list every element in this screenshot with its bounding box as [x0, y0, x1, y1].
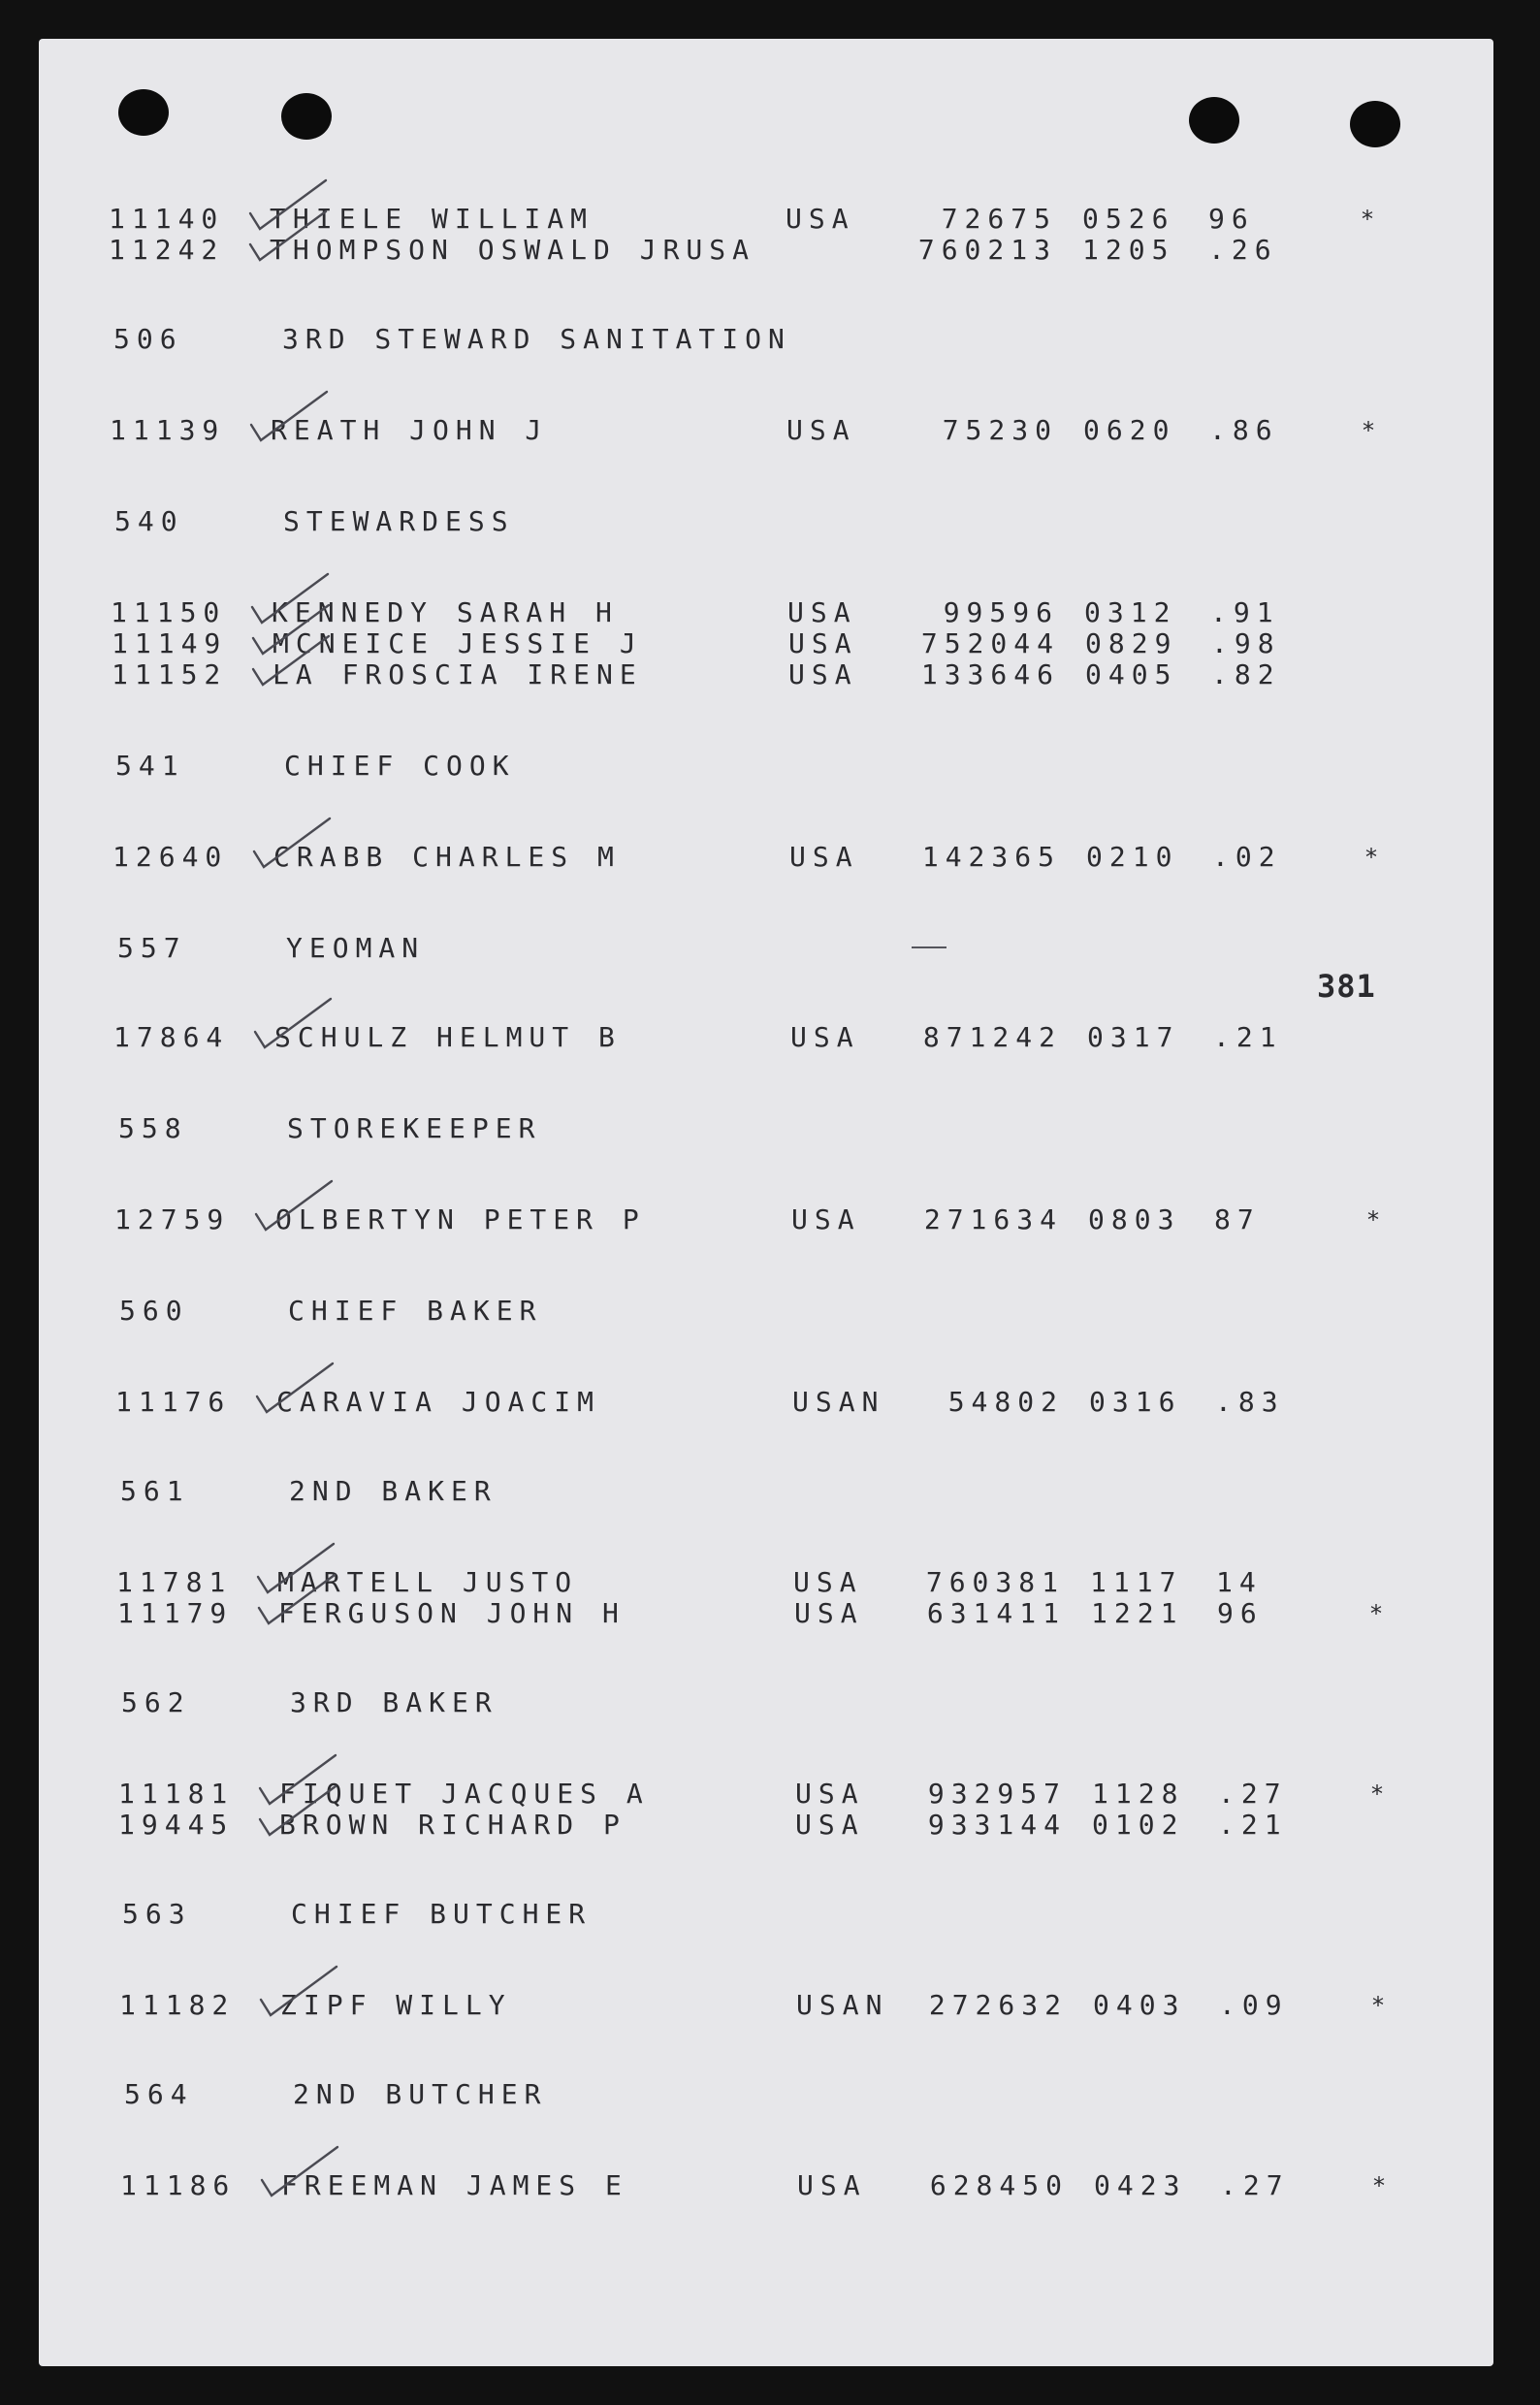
crew-id: 11242 — [109, 234, 225, 266]
crew-code: 0312 — [1084, 596, 1177, 628]
crew-id: 17864 — [113, 1021, 230, 1053]
check-mark-icon — [254, 1780, 341, 1839]
crew-number: 760213 — [917, 234, 1057, 266]
crew-value: .83 — [1215, 1386, 1285, 1418]
crew-number: 933144 — [927, 1809, 1067, 1841]
crew-nationality: USA — [788, 658, 858, 690]
crew-id: 11140 — [109, 203, 225, 235]
crew-nationality: USA — [786, 414, 856, 446]
punch-hole-1 — [118, 89, 169, 136]
crew-name: FERGUSON JOHN H — [278, 1597, 626, 1629]
crew-number: 760381 — [925, 1566, 1065, 1598]
crew-id: 11139 — [110, 414, 226, 446]
crew-value: 87 — [1214, 1203, 1261, 1235]
section-title: 2ND BUTCHER — [293, 2078, 548, 2110]
crew-number: 272632 — [928, 1989, 1068, 2021]
crew-value: .21 — [1218, 1809, 1288, 1841]
asterisk-mark: * — [1362, 206, 1373, 233]
crew-nationality: USA — [788, 627, 858, 659]
crew-number: 871242 — [922, 1021, 1062, 1053]
check-mark-icon — [245, 386, 333, 444]
crew-code: 0423 — [1094, 2169, 1187, 2201]
check-mark-icon — [251, 1358, 338, 1416]
section-title: CHIEF BAKER — [288, 1295, 543, 1327]
check-mark-icon — [244, 206, 332, 264]
check-mark-icon — [253, 1569, 340, 1627]
section-title: STEWARDESS — [283, 505, 515, 537]
punch-hole-3 — [1189, 97, 1239, 144]
crew-code: 0102 — [1092, 1809, 1185, 1841]
crew-number: 932957 — [927, 1778, 1067, 1810]
crew-nationality: USA — [786, 203, 855, 235]
crew-name: CARAVIA JOACIM — [276, 1386, 601, 1418]
crew-name: MCNEICE JESSIE J — [273, 627, 643, 659]
crew-id: 11149 — [112, 627, 228, 659]
asterisk-mark: * — [1373, 2172, 1385, 2199]
section-code: 560 — [119, 1295, 189, 1327]
crew-value: .26 — [1208, 234, 1278, 266]
crew-number: 271634 — [923, 1203, 1063, 1235]
asterisk-mark: * — [1370, 1600, 1382, 1627]
crew-code: 0803 — [1088, 1203, 1181, 1235]
crew-id: 11152 — [112, 658, 228, 690]
crew-code: 1117 — [1090, 1566, 1183, 1598]
crew-id: 12759 — [114, 1203, 231, 1235]
check-mark-icon — [247, 630, 335, 689]
crew-value: .27 — [1218, 1778, 1288, 1810]
crew-id: 11176 — [115, 1386, 232, 1418]
section-title: CHIEF COOK — [284, 750, 516, 782]
crew-id: 12640 — [112, 841, 229, 873]
crew-id: 11182 — [119, 1989, 236, 2021]
crew-number: 75230 — [942, 414, 1058, 446]
crew-name: BROWN RICHARD P — [279, 1809, 626, 1841]
crew-code: 0403 — [1093, 1989, 1186, 2021]
crew-value: .82 — [1211, 658, 1281, 690]
crew-code: 0829 — [1085, 627, 1178, 659]
crew-nationality: USAN — [792, 1386, 885, 1418]
crew-nationality: USA — [794, 1597, 864, 1629]
crew-name: FREEMAN JAMES E — [281, 2169, 628, 2201]
crew-name: THOMPSON OSWALD JRUSA — [270, 234, 756, 266]
crew-name: REATH JOHN J — [271, 414, 549, 446]
check-mark-icon — [248, 813, 336, 871]
document-page — [39, 39, 1493, 2366]
crew-nationality: USAN — [796, 1989, 889, 2021]
crew-code: 0316 — [1089, 1386, 1182, 1418]
check-mark-icon — [249, 993, 337, 1051]
crew-nationality: USA — [795, 1778, 865, 1810]
crew-name: KENNEDY SARAH H — [272, 596, 619, 628]
crew-number: 133646 — [920, 658, 1060, 690]
asterisk-mark: * — [1367, 1206, 1379, 1234]
section-title: 3RD STEWARD SANITATION — [282, 323, 791, 355]
crew-value: .02 — [1212, 841, 1282, 873]
crew-name: FIQUET JACQUES A — [279, 1778, 650, 1810]
crew-id: 11150 — [111, 596, 227, 628]
crew-name: CRABB CHARLES M — [273, 841, 621, 873]
crew-number: 628450 — [929, 2169, 1069, 2201]
crew-id: 11181 — [118, 1778, 235, 1810]
crew-code: 1221 — [1091, 1597, 1184, 1629]
section-code: 558 — [118, 1112, 188, 1144]
crew-nationality: USA — [793, 1566, 863, 1598]
crew-value: .27 — [1220, 2169, 1290, 2201]
crew-value: .09 — [1219, 1989, 1289, 2021]
check-mark-icon — [256, 2141, 343, 2199]
crew-name: THIELE WILLIAM — [270, 203, 594, 235]
crew-id: 11781 — [116, 1566, 233, 1598]
crew-name: MARTELL JUSTO — [277, 1566, 579, 1598]
crew-value: .91 — [1210, 596, 1280, 628]
crew-number: 54802 — [947, 1386, 1064, 1418]
section-title: 2ND BAKER — [289, 1475, 497, 1507]
crew-code: 0620 — [1083, 414, 1176, 446]
crew-nationality: USA — [795, 1809, 865, 1841]
check-mark-icon — [250, 1175, 337, 1234]
crew-name: SCHULZ HELMUT B — [274, 1021, 622, 1053]
crew-nationality: USA — [790, 1021, 860, 1053]
crew-value: 14 — [1216, 1566, 1263, 1598]
punch-hole-4 — [1350, 101, 1400, 147]
crew-value: .98 — [1211, 627, 1281, 659]
crew-code: 0405 — [1085, 658, 1178, 690]
section-code: 563 — [122, 1898, 192, 1930]
page-number: 381 — [1317, 968, 1376, 1005]
asterisk-mark: * — [1365, 844, 1377, 871]
section-title: YEOMAN — [286, 932, 426, 964]
crew-value: 96 — [1217, 1597, 1264, 1629]
asterisk-mark: * — [1363, 417, 1374, 444]
crew-code: 1205 — [1082, 234, 1175, 266]
section-title: STOREKEEPER — [287, 1112, 542, 1144]
crew-value: 96 — [1208, 203, 1255, 235]
check-mark-icon — [255, 1961, 342, 2019]
crew-value: .86 — [1209, 414, 1279, 446]
crew-number: 72675 — [941, 203, 1057, 235]
section-code: 561 — [120, 1475, 190, 1507]
crew-name: LA FROSCIA IRENE — [273, 658, 643, 690]
crew-name: ZIPF WILLY — [280, 1989, 512, 2021]
crew-nationality: USA — [791, 1203, 861, 1235]
crew-code: 0317 — [1087, 1021, 1180, 1053]
crew-number: 631411 — [926, 1597, 1066, 1629]
section-code: 541 — [115, 750, 185, 782]
crew-code: 0526 — [1082, 203, 1175, 235]
crew-nationality: USA — [797, 2169, 867, 2201]
asterisk-mark: * — [1371, 1780, 1383, 1808]
crew-name: OLBERTYN PETER P — [275, 1203, 646, 1235]
crew-value: .21 — [1213, 1021, 1283, 1053]
crew-number: 142365 — [921, 841, 1061, 873]
section-code: 557 — [117, 932, 187, 964]
section-code: 562 — [121, 1686, 191, 1718]
crew-number: 99596 — [943, 596, 1059, 628]
crew-number: 752044 — [920, 627, 1060, 659]
section-code: 564 — [124, 2078, 194, 2110]
punch-hole-2 — [281, 93, 332, 140]
crew-code: 0210 — [1086, 841, 1179, 873]
crew-nationality: USA — [789, 841, 859, 873]
section-title: 3RD BAKER — [290, 1686, 498, 1718]
stray-mark — [912, 946, 946, 948]
crew-id: 11179 — [117, 1597, 234, 1629]
asterisk-mark: * — [1372, 1992, 1384, 2019]
crew-code: 1128 — [1092, 1778, 1185, 1810]
section-code: 540 — [114, 505, 184, 537]
section-code: 506 — [113, 323, 183, 355]
crew-id: 19445 — [118, 1809, 235, 1841]
crew-id: 11186 — [120, 2169, 237, 2201]
section-title: CHIEF BUTCHER — [291, 1898, 593, 1930]
crew-nationality: USA — [787, 596, 857, 628]
